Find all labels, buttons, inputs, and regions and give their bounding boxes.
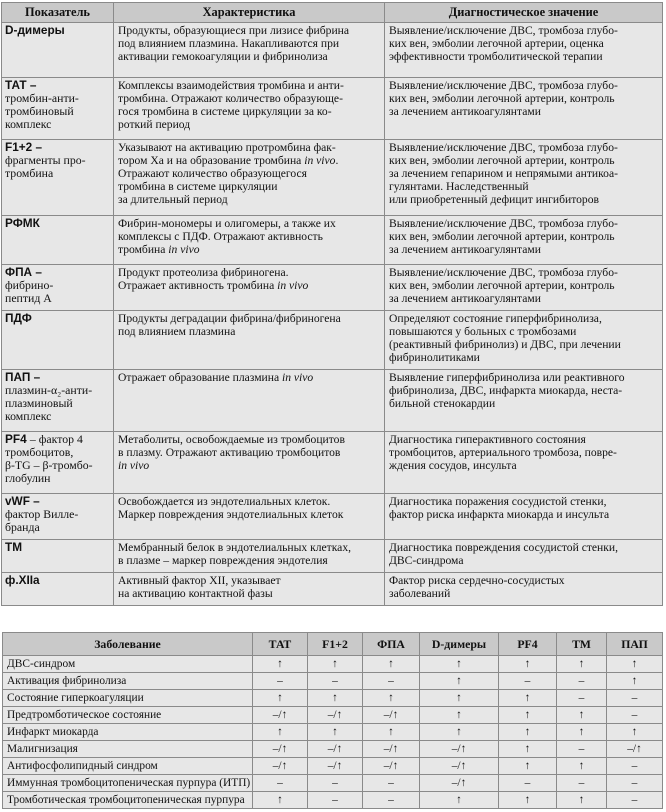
marker-value-cell: –/↑ [253, 707, 308, 724]
header-indicator: Показатель [2, 3, 114, 23]
indicator-cell: ФПА – фибрино- пептид А [2, 265, 114, 311]
characteristic-cell: Метаболиты, освобождаемые из тромбоцитов в плазму. Отражают активацию тромбоцитов in vivo [114, 432, 385, 494]
marker-value-cell: ↑ [308, 724, 363, 741]
diagnostic-cell: Диагностика поражения сосудистой стенки, фактор риска инфаркта миокарда и инсульта [385, 494, 663, 540]
diagnostic-cell: Выявление/исключение ДВС, тромбоза глубо- ких вен, эмболии легочной артерии, контроль за лечением антикоагулянтами [385, 216, 663, 265]
table-row [3, 741, 663, 758]
characteristic-cell: Продукты деградации фибрина/фибриногена под влиянием плазмина [114, 311, 385, 370]
marker-value-cell: –/↑ [253, 758, 308, 775]
table-row [2, 494, 663, 540]
indicator-cell: D-димеры [2, 23, 114, 78]
marker-value-cell: – [253, 775, 308, 792]
header-d-dimers: D-димеры [420, 633, 499, 656]
header-tat: ТАТ [253, 633, 308, 656]
characteristic-cell: Указывают на активацию протромбина фак- тором Xa и на образование тромбина in vivo. Отражают количество образующегося тромбина в системе циркуляции за длительный период [114, 140, 385, 216]
marker-value-cell: – [557, 741, 607, 758]
marker-value-cell: ↑ [607, 656, 663, 673]
marker-value-cell: ↑ [499, 741, 557, 758]
marker-value-cell: – [499, 673, 557, 690]
marker-value-cell: ↑ [557, 758, 607, 775]
header-f12: F1+2 [308, 633, 363, 656]
table-row [3, 690, 663, 707]
marker-value-cell: ↑ [420, 673, 499, 690]
disease-name-cell: Иммунная тромбоцитопеническая пурпура (ИТП) [3, 775, 253, 792]
disease-name-cell: Инфаркт миокарда [3, 724, 253, 741]
marker-value-cell: ↑ [499, 690, 557, 707]
marker-value-cell: – [308, 792, 363, 809]
marker-value-cell: – [607, 707, 663, 724]
marker-value-cell: –/↑ [420, 758, 499, 775]
indicator-cell: ПАП – плазмин-α₂-анти- плазминовый комплекс [2, 370, 114, 432]
table-row [2, 540, 663, 573]
indicator-cell: ТАТ – тромбин-анти- тромбиновый комплекс [2, 78, 114, 140]
characteristic-cell: Продукты, образующиеся при лизисе фибрина под влиянием плазмина. Накапливаются при активации гемокоагуляции и фибринолиза [114, 23, 385, 78]
header-disease: Заболевание [3, 633, 253, 656]
table-row [2, 311, 663, 370]
table-row [3, 673, 663, 690]
marker-value-cell: ↑ [363, 656, 420, 673]
marker-value-cell: ↑ [420, 656, 499, 673]
marker-value-cell: ↑ [499, 656, 557, 673]
marker-value-cell: – [363, 775, 420, 792]
table-row [2, 23, 663, 78]
table-row [2, 216, 663, 265]
marker-value-cell: ↑ [420, 792, 499, 809]
characteristic-cell: Активный фактор XII, указывает на активацию контактной фазы [114, 573, 385, 606]
marker-value-cell: –/↑ [308, 741, 363, 758]
marker-value-cell: – [557, 775, 607, 792]
marker-value-cell: ↑ [557, 707, 607, 724]
table-row [3, 656, 663, 673]
marker-value-cell: – [308, 775, 363, 792]
marker-value-cell: –/↑ [308, 758, 363, 775]
indicator-cell: ПДФ [2, 311, 114, 370]
marker-value-cell: –/↑ [420, 741, 499, 758]
marker-value-cell: ↑ [557, 792, 607, 809]
marker-value-cell: ↑ [557, 656, 607, 673]
table-row [2, 140, 663, 216]
diagnostic-cell: Диагностика гиперактивного состояния тромбоцитов, артериального тромбоза, повре- ждения сосудов, инсульта [385, 432, 663, 494]
header-characteristic: Характеристика [114, 3, 385, 23]
diseases-table-body [3, 656, 663, 809]
marker-value-cell: –/↑ [363, 758, 420, 775]
diagnostic-cell: Выявление/исключение ДВС, тромбоза глубо- ких вен, эмболии легочной артерии, оценка эффективности тромболитической терапии [385, 23, 663, 78]
table-row [3, 707, 663, 724]
disease-name-cell: Предтромботическое состояние [3, 707, 253, 724]
marker-value-cell: ↑ [607, 724, 663, 741]
diagnostic-cell: Фактор риска сердечно-сосудистых заболеваний [385, 573, 663, 606]
marker-value-cell: ↑ [253, 724, 308, 741]
diseases-markers-table [2, 632, 663, 809]
marker-value-cell: ↑ [420, 724, 499, 741]
table-row [2, 573, 663, 606]
disease-name-cell: Малигнизация [3, 741, 253, 758]
marker-value-cell: –/↑ [607, 741, 663, 758]
table-row [3, 758, 663, 775]
disease-name-cell: Активация фибринолиза [3, 673, 253, 690]
marker-value-cell: ↑ [607, 673, 663, 690]
marker-value-cell: – [363, 673, 420, 690]
disease-name-cell: ДВС-синдром [3, 656, 253, 673]
marker-value-cell: ↑ [363, 724, 420, 741]
marker-value-cell: –/↑ [253, 741, 308, 758]
table-row [2, 78, 663, 140]
marker-value-cell: ↑ [499, 724, 557, 741]
marker-value-cell: – [557, 673, 607, 690]
header-tm: ТМ [557, 633, 607, 656]
table-row [2, 370, 663, 432]
marker-value-cell: ↑ [253, 656, 308, 673]
marker-value-cell: –/↑ [363, 707, 420, 724]
diagnostic-cell: Выявление/исключение ДВС, тромбоза глубо- ких вен, эмболии легочной артерии, контроль за лечением антикоагулянтами [385, 78, 663, 140]
characteristic-cell: Продукт протеолиза фибриногена. Отражает активность тромбина in vivo [114, 265, 385, 311]
table-row [2, 432, 663, 494]
indicator-cell: F1+2 – фрагменты про- тромбина [2, 140, 114, 216]
marker-value-cell: ↑ [557, 724, 607, 741]
marker-value-cell: – [607, 690, 663, 707]
indicator-cell: ф.XIIa [2, 573, 114, 606]
disease-name-cell: Антифосфолипидный синдром [3, 758, 253, 775]
characteristic-cell: Освобождается из эндотелиальных клеток. Маркер повреждения эндотелиальных клеток [114, 494, 385, 540]
characteristic-cell: Мембранный белок в эндотелиальных клетках, в плазме – маркер повреждения эндотелия [114, 540, 385, 573]
marker-value-cell: – [607, 775, 663, 792]
header-diagnostic-value: Диагностическое значение [385, 3, 663, 23]
header-fpa: ФПА [363, 633, 420, 656]
characteristic-cell: Отражает образование плазмина in vivo [114, 370, 385, 432]
table-row [3, 724, 663, 741]
marker-value-cell: ↑ [499, 792, 557, 809]
marker-value-cell: – [557, 690, 607, 707]
indicator-cell: РФМК [2, 216, 114, 265]
marker-value-cell: – [308, 673, 363, 690]
marker-value-cell: ↑ [308, 656, 363, 673]
marker-value-cell: –/↑ [308, 707, 363, 724]
marker-value-cell: ↑ [499, 758, 557, 775]
table-row [3, 775, 663, 792]
disease-name-cell: Тромботическая тромбоцитопеническая пурпура [3, 792, 253, 809]
diagnostic-cell: Выявление/исключение ДВС, тромбоза глубо- ких вен, эмболии легочной артерии, контроль за лечением антикоагулянтами [385, 265, 663, 311]
diagnostic-cell: Определяют состояние гиперфибринолиза, повышаются у больных с тромбозами (реактивный фибринолиз) и ДВС, при лечении фибринолитиками [385, 311, 663, 370]
marker-value-cell: – [499, 775, 557, 792]
marker-value-cell: – [607, 758, 663, 775]
marker-value-cell: – [363, 792, 420, 809]
marker-value-cell: ↑ [499, 707, 557, 724]
markers-table-header-row [2, 3, 663, 23]
marker-value-cell: – [253, 673, 308, 690]
marker-value-cell: ↑ [253, 690, 308, 707]
marker-value-cell: ↑ [420, 707, 499, 724]
characteristic-cell: Комплексы взаимодействия тромбина и анти- тромбина. Отражают количество образующе- гося тромбина в системе циркуляции за ко- роткий период [114, 78, 385, 140]
indicator-cell: PF4 – фактор 4 тромбоцитов, β-TG – β-тромбо- глобулин [2, 432, 114, 494]
diagnostic-cell: Выявление гиперфибринолиза или реактивного фибринолиза, ДВС, инфаркта миокарда, неста- бильной стенокардии [385, 370, 663, 432]
markers-table [1, 2, 663, 606]
indicator-cell: vWF – фактор Вилле- бранда [2, 494, 114, 540]
marker-value-cell: –/↑ [363, 741, 420, 758]
marker-value-cell: – [607, 792, 663, 809]
marker-value-cell: ↑ [363, 690, 420, 707]
characteristic-cell: Фибрин-мономеры и олигомеры, а также их комплексы с ПДФ. Отражают активность тромбина in vivo [114, 216, 385, 265]
table-row [2, 265, 663, 311]
diagnostic-cell: Диагностика повреждения сосудистой стенки, ДВС-синдрома [385, 540, 663, 573]
header-pf4: PF4 [499, 633, 557, 656]
marker-value-cell: –/↑ [420, 775, 499, 792]
marker-value-cell: ↑ [420, 690, 499, 707]
marker-value-cell: ↑ [308, 690, 363, 707]
diseases-table-header-row [3, 633, 663, 656]
indicator-cell: ТМ [2, 540, 114, 573]
disease-name-cell: Состояние гиперкоагуляции [3, 690, 253, 707]
table-row [3, 792, 663, 809]
diagnostic-cell: Выявление/исключение ДВС, тромбоза глубо- ких вен, эмболии легочной артерии, контроль за лечением гепарином и непрямыми антикоа- гулянтами. Наследственный или приобретенный дефицит ингибиторов [385, 140, 663, 216]
marker-value-cell: ↑ [253, 792, 308, 809]
header-pap: ПАП [607, 633, 663, 656]
